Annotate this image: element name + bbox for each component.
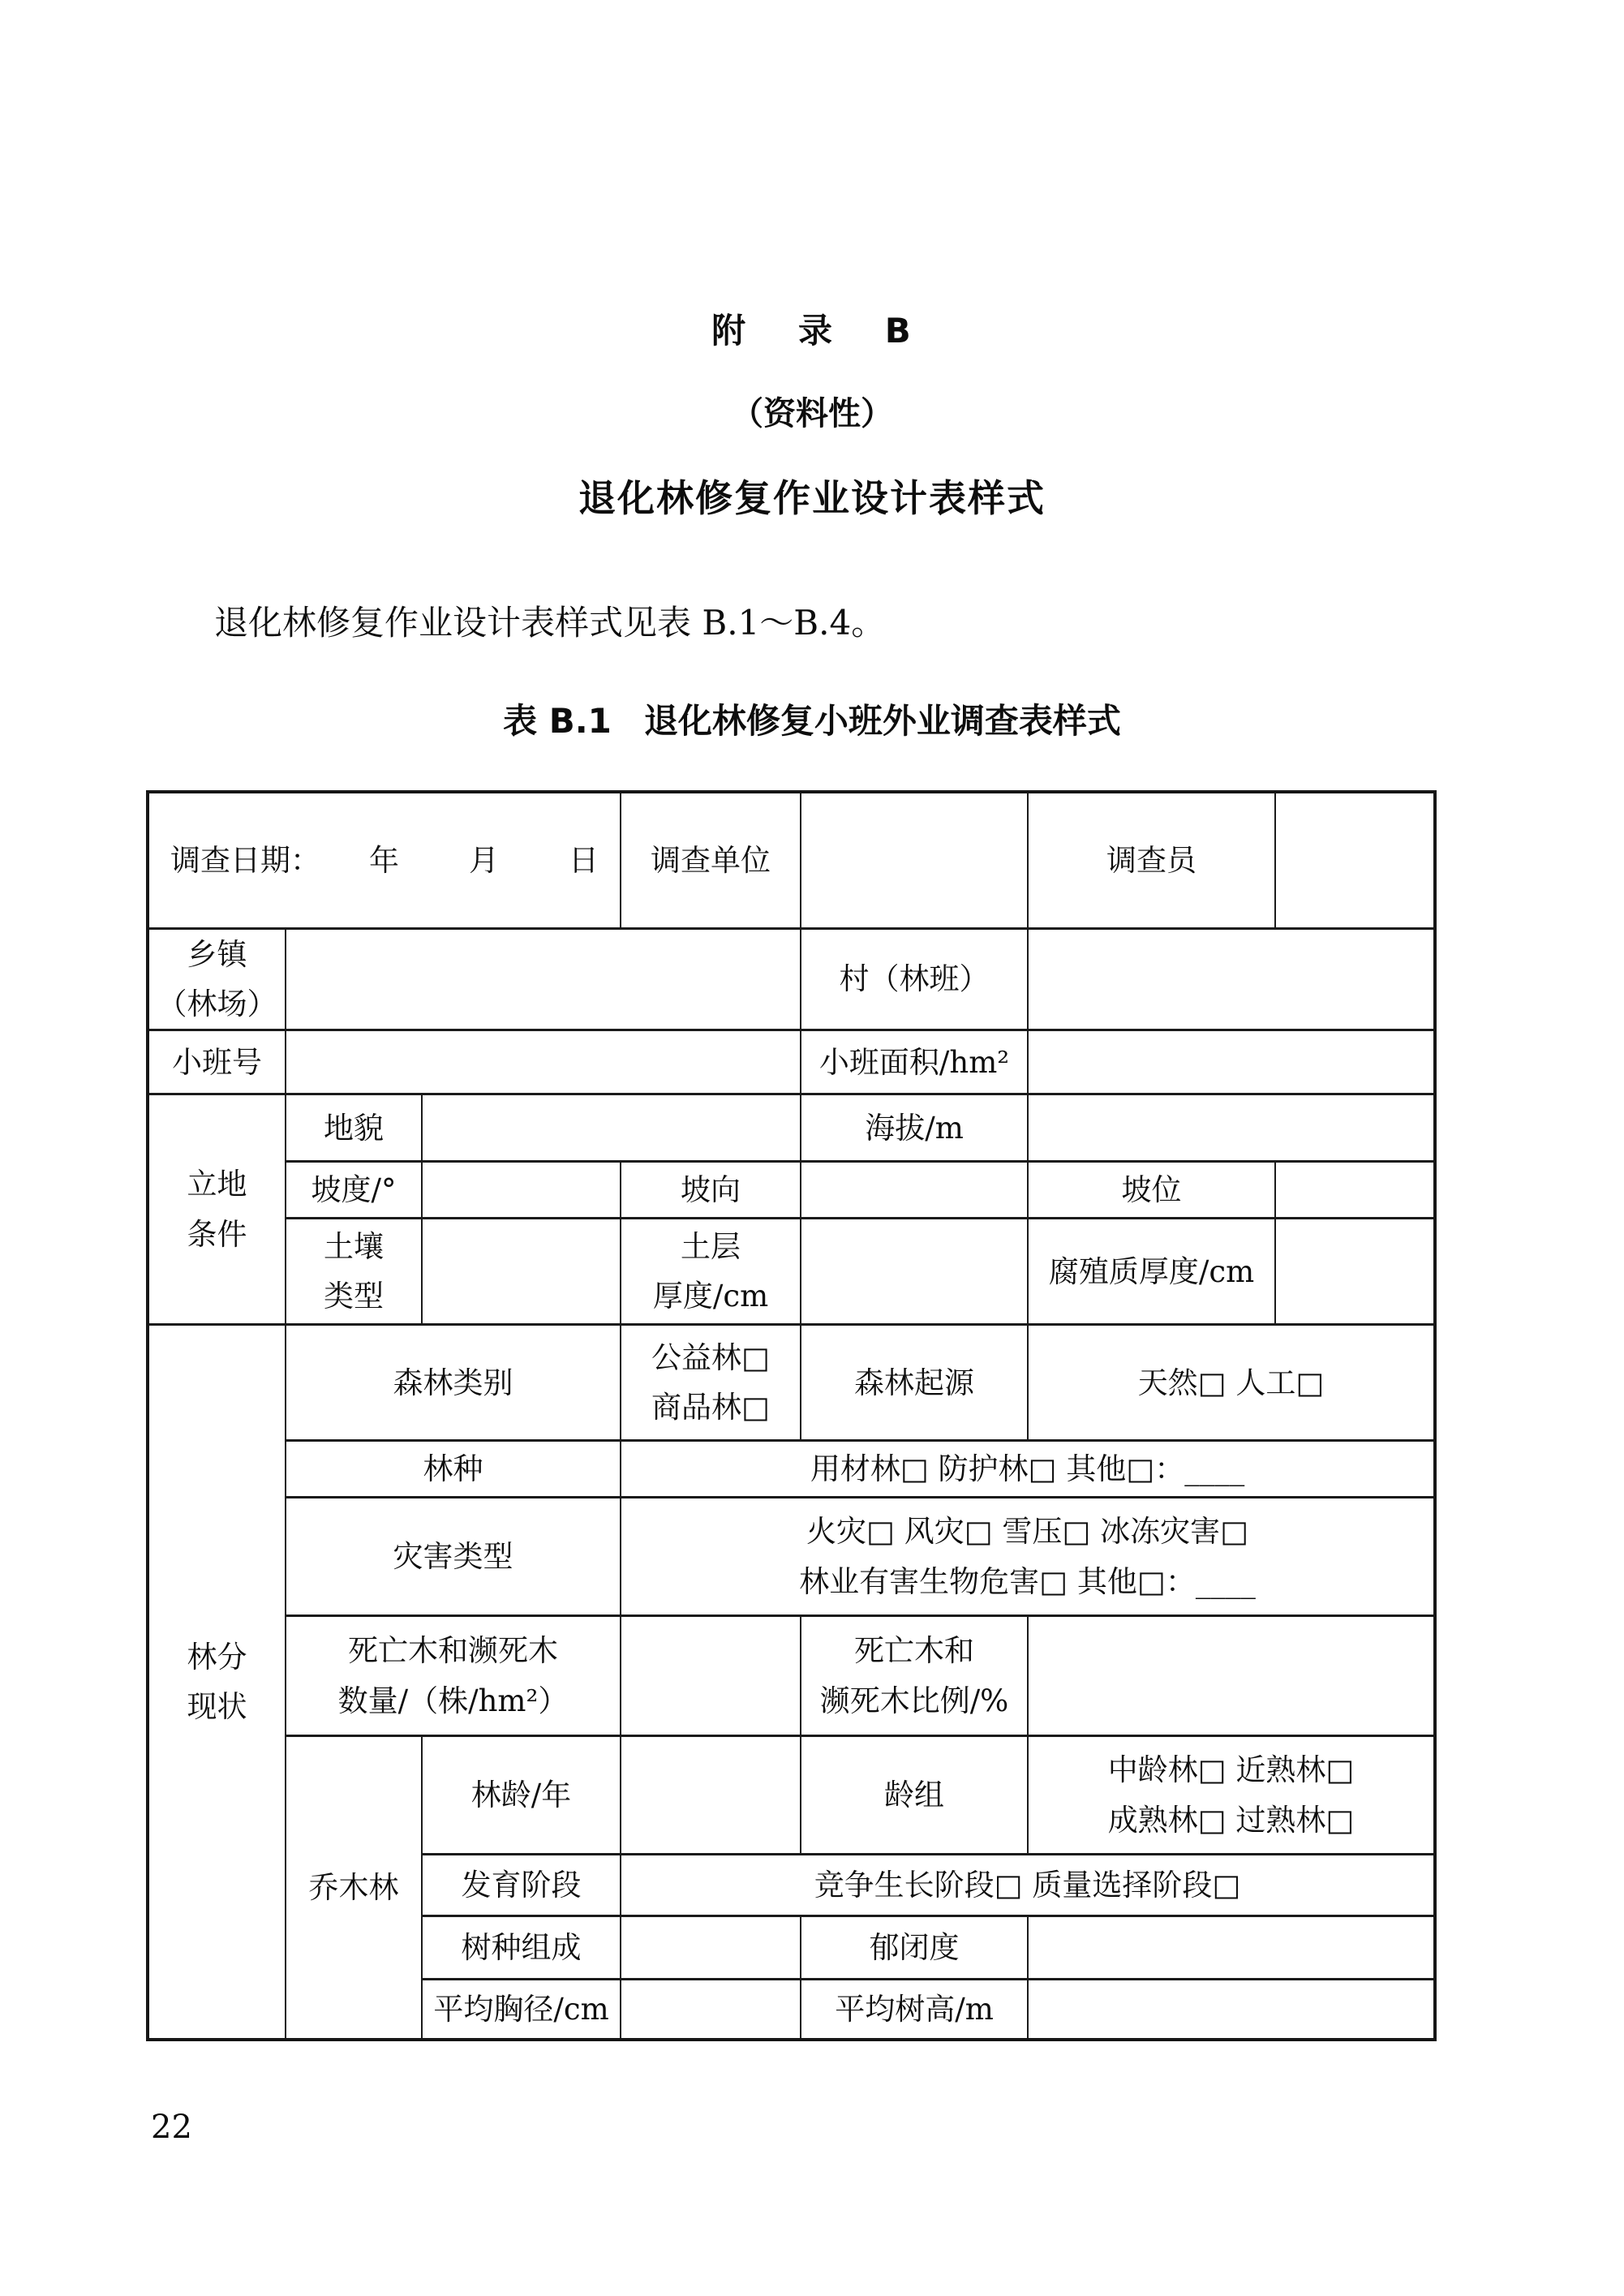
row-dead-trees <box>148 1616 1435 1736</box>
cell-development-stage-options: 竞争生长阶段□ 质量选择阶段□ <box>621 1855 1435 1916</box>
day-label: 日 <box>569 842 599 878</box>
row-soil <box>148 1219 1435 1325</box>
cell-subcompartment-no-label: 小班号 <box>148 1030 286 1094</box>
cell-aspect-value <box>801 1162 1028 1219</box>
cell-arbor-forest-label: 乔木林 <box>286 1736 422 2040</box>
cell-forest-origin-options: 天然□ 人工□ <box>1028 1325 1435 1441</box>
cell-slope-position-label: 坡位 <box>1028 1162 1275 1219</box>
cell-soil-depth-value <box>801 1219 1028 1325</box>
dead-trees-line2: 数量/（株/hm²） <box>337 1683 569 1718</box>
row-slope <box>148 1162 1435 1219</box>
survey-date-label: 调查日期： <box>170 842 320 878</box>
disaster-option-line2: 林业有害生物危害□ 其他□：____ <box>799 1563 1256 1599</box>
cell-canopy-density-label: 郁闭度 <box>801 1916 1028 1980</box>
page-number: 22 <box>151 2109 192 2146</box>
cell-stand-age-label: 林龄/年 <box>422 1736 621 1855</box>
row-disaster <box>148 1498 1435 1616</box>
cell-development-stage-label: 发育阶段 <box>422 1855 621 1916</box>
cell-aspect-label: 坡向 <box>621 1162 801 1219</box>
table-caption <box>0 698 1624 745</box>
table-caption-number: 表 B.1 <box>503 701 612 741</box>
cell-avg-height-value <box>1028 1980 1435 2040</box>
cell-slope-label: 坡度/° <box>286 1162 422 1219</box>
appendix-note: （资料性） <box>731 395 893 432</box>
soil-depth-line1: 土层 <box>681 1228 741 1264</box>
table-caption-title: 退化林修复小班外业调查表样式 <box>643 701 1121 741</box>
cell-dead-ratio-label <box>801 1616 1028 1736</box>
row-stand-age <box>148 1736 1435 1855</box>
row-landform <box>148 1094 1435 1162</box>
cell-village-label: 村（林班） <box>801 928 1028 1030</box>
township-label-line1: 乡镇 <box>187 936 247 972</box>
cell-avg-dbh-label: 平均胸径/cm <box>422 1980 621 2040</box>
cell-soil-type-value <box>422 1219 621 1325</box>
cell-forest-origin-label: 森林起源 <box>801 1325 1028 1441</box>
cell-humus-depth-value <box>1275 1219 1435 1325</box>
cell-dead-trees-value <box>621 1616 801 1736</box>
cell-slope-position-value <box>1275 1162 1435 1219</box>
cell-survey-date <box>148 792 621 928</box>
cell-township-label <box>148 928 286 1030</box>
cell-disaster-options <box>621 1498 1435 1616</box>
stand-status-line1: 林分 <box>187 1639 247 1675</box>
row-township <box>148 928 1435 1030</box>
cell-village-value <box>1028 928 1435 1030</box>
cell-township-value <box>286 928 801 1030</box>
site-condition-line2: 条件 <box>187 1216 247 1252</box>
dead-ratio-line1: 死亡木和 <box>854 1633 975 1669</box>
cell-dead-ratio-value <box>1028 1616 1435 1736</box>
age-group-option-line2: 成熟林□ 过熟林□ <box>1107 1802 1355 1838</box>
cell-age-group-label: 龄组 <box>801 1736 1028 1855</box>
dead-trees-line1: 死亡木和濒死木 <box>348 1633 559 1669</box>
soil-type-line1: 土壤 <box>324 1228 384 1264</box>
year-label: 年 <box>369 842 399 878</box>
site-condition-line1: 立地 <box>187 1167 247 1202</box>
cell-surveyor-label: 调查员 <box>1028 792 1275 928</box>
stand-status-line2: 现状 <box>187 1689 247 1725</box>
cell-avg-dbh-value <box>621 1980 801 2040</box>
cell-stand-age-value <box>621 1736 801 1855</box>
forest-category-option2: 商品林□ <box>651 1390 771 1425</box>
month-label: 月 <box>469 842 499 878</box>
disaster-option-line1: 火灾□ 风灾□ 雪压□ 冰冻灾害□ <box>806 1514 1249 1550</box>
soil-type-line2: 类型 <box>324 1279 384 1314</box>
cell-dead-trees-label <box>286 1616 621 1736</box>
row-subcompartment <box>148 1030 1435 1094</box>
survey-form-table <box>146 790 1437 2041</box>
cell-slope-value <box>422 1162 621 1219</box>
forest-category-option1: 公益林□ <box>651 1339 771 1375</box>
cell-disaster-type-label: 灾害类型 <box>286 1498 621 1616</box>
cell-forest-category-label: 森林类别 <box>286 1325 621 1441</box>
cell-forest-type-options: 用材林□ 防护林□ 其他□：____ <box>621 1441 1435 1498</box>
cell-survey-unit-label: 调查单位 <box>621 792 801 928</box>
age-group-option-line1: 中龄林□ 近熟林□ <box>1107 1752 1355 1788</box>
row-survey-date <box>148 792 1435 928</box>
cell-elevation-value <box>1028 1094 1435 1162</box>
cell-site-condition-label <box>148 1094 286 1325</box>
cell-surveyor-value <box>1275 792 1435 928</box>
cell-canopy-density-value <box>1028 1916 1435 1980</box>
cell-subcompartment-area-value <box>1028 1030 1435 1094</box>
cell-elevation-label: 海拔/m <box>801 1094 1028 1162</box>
cell-landform-label: 地貌 <box>286 1094 422 1162</box>
cell-subcompartment-area-label: 小班面积/hm² <box>801 1030 1028 1094</box>
cell-forest-type-label: 林种 <box>286 1441 621 1498</box>
cell-species-composition-label: 树种组成 <box>422 1916 621 1980</box>
row-forest-category <box>148 1325 1435 1441</box>
cell-forest-category-options <box>621 1325 801 1441</box>
cell-humus-depth-label: 腐殖质厚度/cm <box>1028 1219 1275 1325</box>
row-forest-type <box>148 1441 1435 1498</box>
dead-ratio-line2: 濒死木比例/% <box>819 1683 1009 1718</box>
cell-age-group-options <box>1028 1736 1435 1855</box>
appendix-label: 附 录 B <box>711 311 913 350</box>
appendix-title: 退化林修复作业设计表样式 <box>578 476 1046 520</box>
cell-species-composition-value <box>621 1916 801 1980</box>
cell-stand-status-label <box>148 1325 286 2040</box>
soil-depth-line2: 厚度/cm <box>652 1279 769 1314</box>
cell-landform-value <box>422 1094 801 1162</box>
cell-avg-height-label: 平均树高/m <box>801 1980 1028 2040</box>
cell-survey-unit-value <box>801 792 1028 928</box>
intro-paragraph: 退化林修复作业设计表样式见表 B.1～B.4。 <box>214 603 886 643</box>
cell-soil-depth-label <box>621 1219 801 1325</box>
township-label-line2: （林场） <box>157 986 277 1021</box>
cell-soil-type-label <box>286 1219 422 1325</box>
cell-subcompartment-no-value <box>286 1030 801 1094</box>
